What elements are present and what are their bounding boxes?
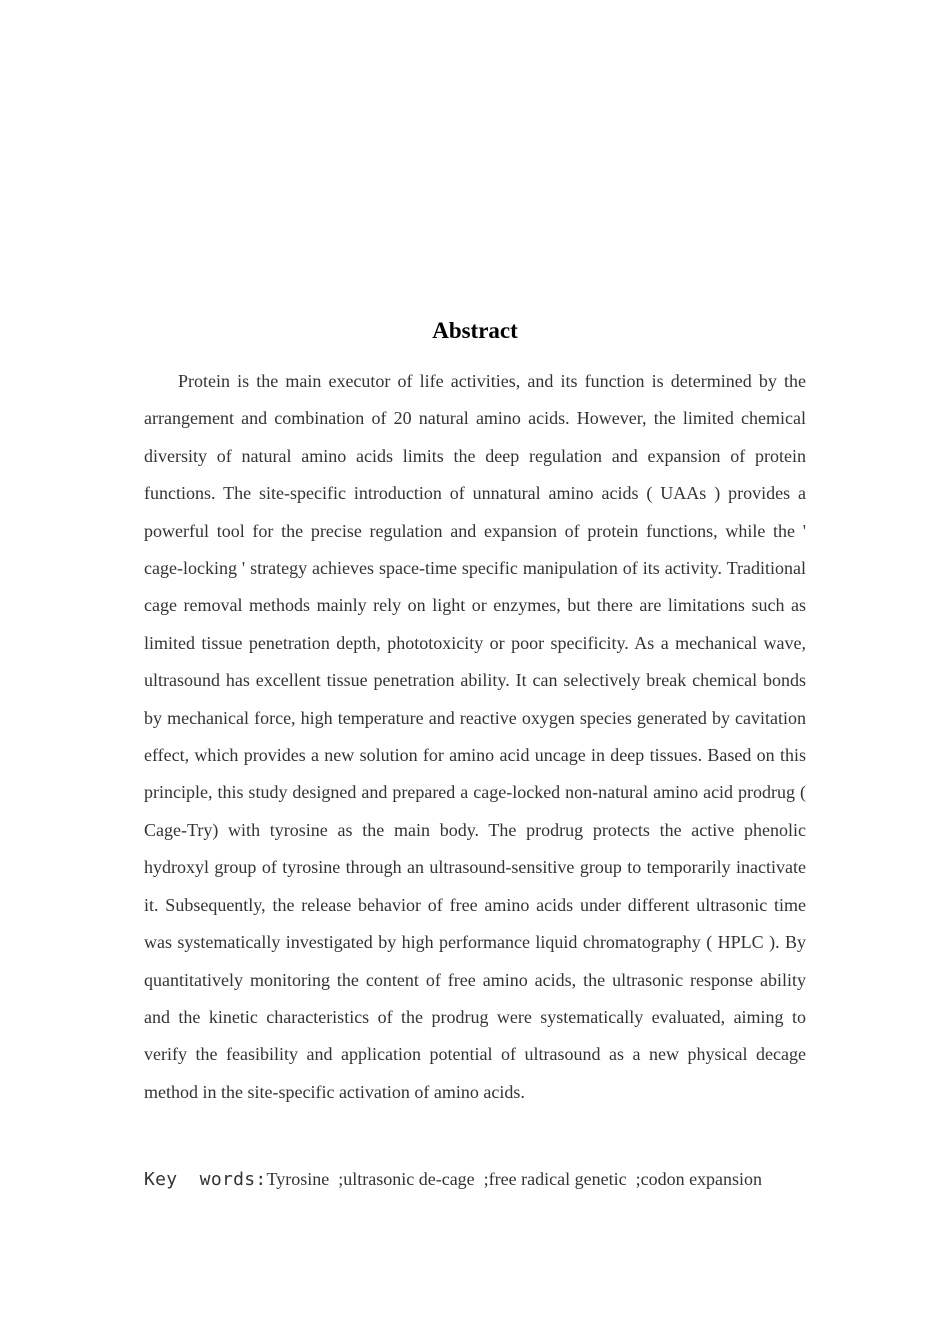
abstract-body: Protein is the main executor of life activities, and its function is determined by the arrangement and combination of 20 natural amino acids. However, the limited chemical diversity of natural amino acids limits the deep regulation and expansion of protein functions. The site-specific introduction of unnatural amino acids ( UAAs ) provides a powerful tool for the precise regulation and expansion of protein functions, while the ' cage-locking ' strategy achieves space-time specific manipulation of its activity. Traditional cage removal methods mainly rely on light or enzymes, but there are limitations such as limited tissue penetration depth, phototoxicity or poor specificity. As a mechanical wave, ultrasound has excellent tissue penetration ability. It can selectively break chemical bonds by mechanical force, high temperature and reactive oxygen species generated by cavitation effect, which provides a new solution for amino acid uncage in deep tissues. Based on this principle, this study designed and prepared a cage-locked non-natural amino acid prodrug ( Cage-Try) with tyrosine as the main body. The prodrug protects the active phenolic hydroxyl group of tyrosine through an ultrasound-sensitive group to temporarily inactivate it. Subsequently, the release behavior of free amino acids under different ultrasonic time was systematically investigated by high performance liquid chromatography ( HPLC ). By quantitatively monitoring the content of free amino acids, the ultrasonic response ability and the kinetic characteristics of the prodrug were systematically evaluated, aiming to verify the feasibility and application potential of ultrasound as a new physical decage method in the site-specific activation of amino acids. xyxy=(144,371,806,1102)
keywords-text: Tyrosine ;ultrasonic de-cage ;free radical genetic ;codon expansion xyxy=(266,1169,763,1189)
abstract-title: Abstract xyxy=(432,318,518,343)
keywords-label: Key words: xyxy=(144,1169,267,1190)
keywords-line xyxy=(144,1163,844,1197)
